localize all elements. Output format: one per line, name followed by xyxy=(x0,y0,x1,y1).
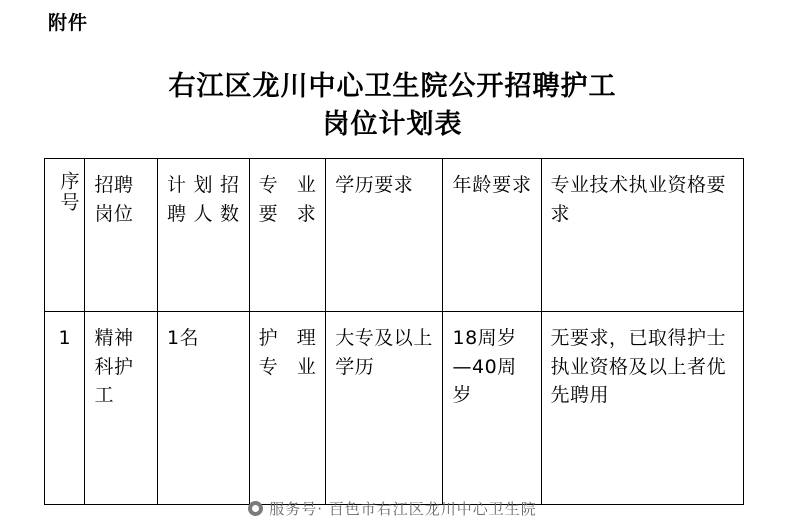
attachment-label: 附件 xyxy=(48,12,89,34)
table-header-age: 年龄要求 xyxy=(443,159,541,312)
cell-seq: 1 xyxy=(45,312,85,505)
table-header-education: 学历要求 xyxy=(326,159,443,312)
cell-age: 18周岁—40周岁 xyxy=(443,312,541,505)
watermark-text: 服务号· 百色市右江区龙川中心卫生院 xyxy=(269,500,537,518)
table-header-seq-text: 序号 xyxy=(57,171,80,213)
cell-major: 护理专业 xyxy=(249,312,326,505)
table-header-headcount: 计划招聘人数 xyxy=(157,159,249,312)
page-title-line-1: 右江区龙川中心卫生院公开招聘护工 xyxy=(168,71,617,102)
table-header-qualification: 专业技术执业资格要求 xyxy=(541,159,744,312)
table-header-major: 专业要求 xyxy=(249,159,326,312)
table-row xyxy=(45,312,744,505)
table-header-seq xyxy=(45,159,85,312)
page-title xyxy=(0,68,785,145)
table-header-row xyxy=(45,159,744,312)
recruitment-plan-table xyxy=(44,158,744,505)
cell-education: 大专及以上学历 xyxy=(326,312,443,505)
watermark xyxy=(0,498,785,519)
page-title-line-2: 岗位计划表 xyxy=(322,109,463,141)
cell-position: 精神科护工 xyxy=(85,312,157,505)
cell-headcount: 1名 xyxy=(157,312,249,505)
circle-logo-icon xyxy=(248,501,263,516)
table-header-position: 招聘岗位 xyxy=(85,159,157,312)
cell-qualification: 无要求，已取得护士执业资格及以上者优先聘用 xyxy=(541,312,744,505)
